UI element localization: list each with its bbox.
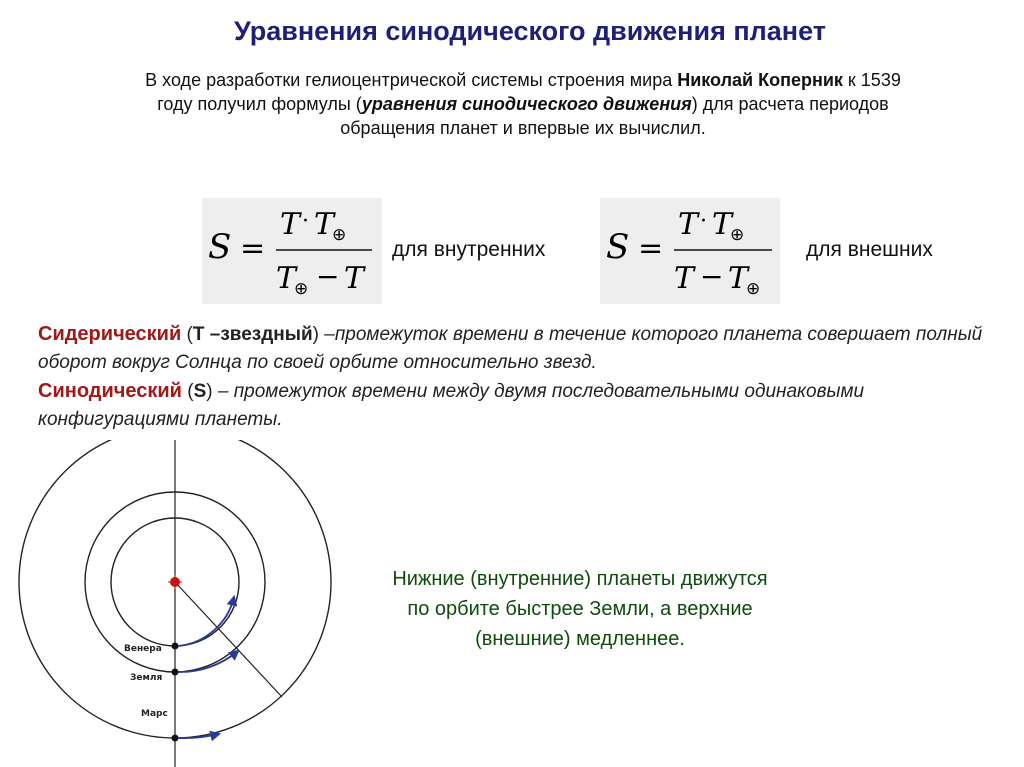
page-title: Уравнения синодического движения планет [233,16,826,46]
formula-inner-label: для внутренних [392,238,546,261]
synodic-close: ) [206,381,213,402]
planet-venus [172,643,179,650]
formula-inner-num-dot: · [302,209,309,234]
formula-outer [600,198,780,304]
formula-outer-num-earth: ⊕ [730,225,745,245]
formula-inner-den-t2: T [344,261,365,296]
formula-inner-den-minus: − [316,260,340,293]
diagonal-line [175,582,282,697]
definition-sidereal [38,320,998,377]
intro-paragraph [128,68,918,140]
synodic-symbol: S [193,381,207,402]
definition-synodic [38,377,998,434]
formula-inner-s: S [208,227,232,267]
synodic-text: – промежуток времени между двумя последовательными одинаковыми конфигурациями планеты. [38,381,865,430]
label-earth: Земля [130,673,163,683]
intro-text-2: к 1539 году получил формулы ( [157,70,901,114]
formula-outer-num-t: T [678,207,699,242]
formula-outer-eq: = [638,231,664,266]
orbit-diagram [0,440,360,767]
sidereal-close: ) [312,324,319,345]
intro-author-name: Николай Коперник [677,70,843,90]
intro-text-3: ) для расчета периодов обращения планет и впервые их вычислил. [340,94,889,138]
intro-term: уравнения синодического движения [361,94,692,114]
formula-outer-den-earth: ⊕ [746,279,761,299]
label-mars: Марс [141,709,168,719]
sidereal-open: ( [181,324,193,345]
synodic-term: Синодический [38,380,182,402]
sidereal-symbol: Т [192,324,205,345]
formula-outer-label: для внешних [806,238,933,261]
formula-outer-den-t: T [674,261,695,296]
label-venus: Венера [124,644,162,654]
formula-outer-den-t2: T [728,261,749,296]
intro-text-1: В ходе разработки гелиоцентрической системы строения мира [145,70,678,90]
formula-inner-num-t2: T [314,207,335,242]
formula-outer-den-minus: − [700,260,724,293]
sidereal-alias: –звездный [204,324,313,345]
formula-inner-eq: = [240,231,266,266]
formula-inner-num-t: T [280,207,301,242]
definitions [38,320,998,434]
synodic-open: ( [181,381,194,402]
formula-inner [202,198,382,304]
planet-speed-note: Нижние (внутренние) планеты движутся по орбите быстрее Земли, а верхние (внешние) медленнее. [392,568,768,650]
formula-inner-den-earth: ⊕ [294,279,309,299]
formula-outer-s: S [606,227,630,267]
formula-outer-num-dot: · [700,209,707,234]
formula-outer-num-t2: T [712,207,733,242]
sidereal-term: Сидерический [38,323,182,345]
planet-mars [172,735,179,742]
formula-inner-num-earth: ⊕ [332,225,347,245]
formula-inner-den-t: T [276,261,297,296]
planet-earth [172,669,179,676]
sidereal-text: –промежуток времени в течение которого планета совершает полный оборот вокруг Солнца по своей орбите относительно звезд. [38,324,983,373]
